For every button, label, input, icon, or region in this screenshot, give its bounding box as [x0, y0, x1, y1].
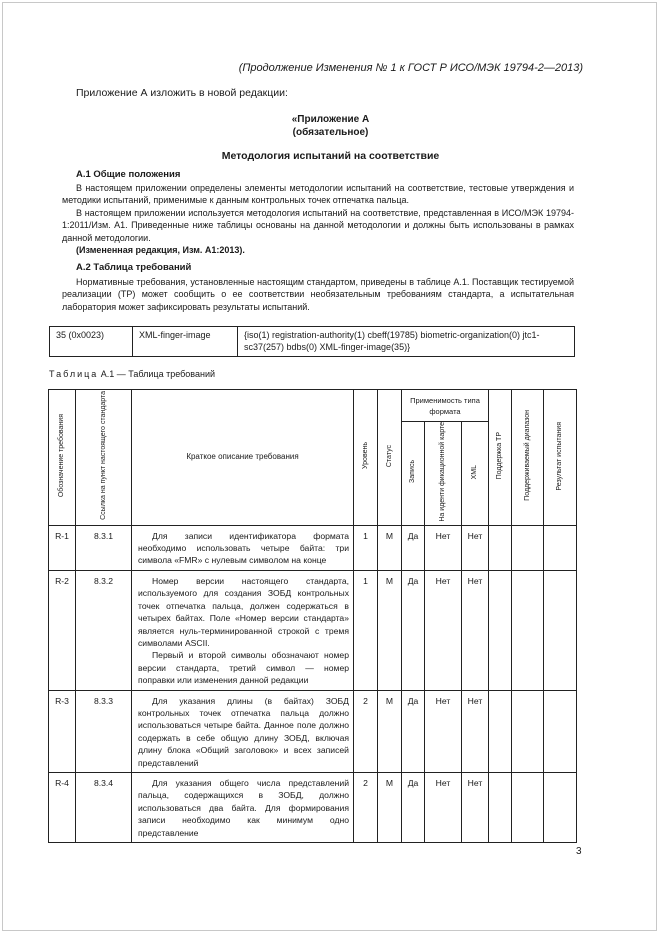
requirement-description	[132, 690, 354, 772]
header-cell: Применимость типа формата	[402, 390, 489, 422]
section-heading-2: А.2 Таблица требований	[76, 262, 192, 273]
cell-record: Да	[402, 525, 425, 570]
cell-ref: 8.3.1	[76, 525, 132, 570]
page-number: 3	[576, 846, 582, 857]
cell-card: Нет	[425, 525, 462, 570]
oid-name: XML-finger-image	[133, 327, 238, 357]
cell-card: Нет	[425, 570, 462, 690]
cell-level: 2	[354, 772, 378, 842]
section-heading-1: А.1 Общие положения	[76, 169, 181, 180]
header-cell: Поддержка ТР	[489, 390, 512, 526]
caption-text: А.1 — Таблица требований	[98, 369, 215, 379]
cell-supported	[489, 525, 512, 570]
cell-ref: 8.3.3	[76, 690, 132, 772]
description-paragraph: Первый и второй символы обозначают номер версии стандарта, третий символ — номер поправки или изменения данной редакции	[138, 650, 349, 686]
table-header	[49, 390, 577, 526]
cell-result	[544, 690, 577, 772]
cell-ref: 8.3.4	[76, 772, 132, 842]
cell-status: M	[378, 772, 402, 842]
cell-supported	[489, 570, 512, 690]
cell-supported	[489, 772, 512, 842]
cell-range	[512, 525, 544, 570]
header-cell: Ссылка на пункт настоящего стандарта	[76, 390, 132, 526]
requirement-description	[132, 772, 354, 842]
cell-record: Да	[402, 690, 425, 772]
cell-status: M	[378, 570, 402, 690]
annex-name: «Приложение А	[291, 114, 370, 125]
header-cell: Уровень	[354, 390, 378, 526]
requirement-description	[132, 570, 354, 690]
cell-level: 1	[354, 570, 378, 690]
header-cell: Обозначение требования	[49, 390, 76, 526]
cell-card: Нет	[425, 772, 462, 842]
cell-xml: Нет	[462, 525, 489, 570]
table-caption	[49, 369, 215, 379]
header-cell: Поддерживаемый диапазон	[512, 390, 544, 526]
header-cell: Статус	[378, 390, 402, 526]
object-identifier-table	[49, 326, 575, 357]
annex-status: (обязательное)	[292, 127, 369, 138]
cell-id: R-1	[49, 525, 76, 570]
paragraph: В настоящем приложении используется методология испытаний на соответствие, представленная в ИСО/МЭК 19794-1:2011/Изм. А1. Приведенные ниже таблицы основаны на данной методологии и должны быть использованы в рамках данной методологии.	[62, 207, 574, 243]
section-2-body	[62, 276, 574, 313]
cell-xml: Нет	[462, 570, 489, 690]
cell-id: R-2	[49, 570, 76, 690]
cell-level: 1	[354, 525, 378, 570]
section-1-body	[62, 182, 574, 256]
cell-status: M	[378, 690, 402, 772]
description-paragraph: Для указания длины (в байтах) ЗОБД контрольных точек отпечатка пальца должно использоваться четыре байта. Данное поле должно содержать в себе общую длину ЗОБД, включая длину блока «Общий заголовок» и всех записей представлений	[138, 695, 349, 768]
header-cell: На иденти фикационной карте	[425, 422, 462, 526]
oid-code: 35 (0x0023)	[50, 327, 133, 357]
header-cell: Результат испытания	[544, 390, 577, 526]
table-row	[49, 690, 577, 772]
paragraph: В настоящем приложении определены элементы методологии испытаний на соответствие, тестовые утверждения и методики испытаний, применимые к данным контрольных точек отпечатка пальца.	[62, 183, 574, 206]
cell-card: Нет	[425, 690, 462, 772]
running-head: (Продолжение Изменения № 1 к ГОСТ Р ИСО/МЭК 19794-2—2013)	[238, 62, 583, 74]
header-cell: Запись	[402, 422, 425, 526]
cell-range	[512, 690, 544, 772]
cell-result	[544, 570, 577, 690]
description-paragraph: Для указания общего числа представлений пальца, содержащихся в ЗОБД, должно использоваться два байта. Для формирования записи необходимо как минимум одно представление	[138, 777, 349, 838]
table-row	[49, 772, 577, 842]
table-row	[49, 570, 577, 690]
cell-ref: 8.3.2	[76, 570, 132, 690]
main-title: Методология испытаний на соответствие	[221, 150, 440, 162]
cell-range	[512, 570, 544, 690]
table-row	[49, 525, 577, 570]
cell-id: R-4	[49, 772, 76, 842]
paragraph: Нормативные требования, установленные настоящим стандартом, приведены в таблице А.1. Поставщик тестируемой реализации (ТР) может сообщить о ее соответствии необязательным требованиям стандарта, а испытательная лаборатория может зафиксировать результаты испытаний.	[62, 277, 574, 312]
oid-value: {iso(1) registration-authority(1) cbeff(19785) biometric-organization(0) jtc1-sc37(257) bdbs(0) XML-finger-image(35)}	[238, 327, 575, 357]
cell-level: 2	[354, 690, 378, 772]
cell-result	[544, 772, 577, 842]
cell-supported	[489, 690, 512, 772]
header-cell: Краткое описание требования	[132, 390, 354, 526]
caption-label: Таблица	[49, 369, 99, 379]
cell-status: M	[378, 525, 402, 570]
cell-range	[512, 772, 544, 842]
requirements-table	[48, 389, 577, 843]
cell-xml: Нет	[462, 690, 489, 772]
description-paragraph: Для записи идентификатора формата необходимо использовать четыре байта: три символа «FMR» с нулевым символом на конце	[138, 530, 349, 566]
cell-xml: Нет	[462, 772, 489, 842]
cell-record: Да	[402, 772, 425, 842]
cell-record: Да	[402, 570, 425, 690]
table-body	[49, 525, 577, 842]
header-cell: XML	[462, 422, 489, 526]
cell-id: R-3	[49, 690, 76, 772]
cell-result	[544, 525, 577, 570]
annex-title	[0, 113, 661, 139]
intro-text: Приложение А изложить в новой редакции:	[76, 87, 288, 99]
description-paragraph: Номер версии настоящего стандарта, используемого для создания ЗОБД контрольных точек отпечатка пальца, должен содержаться в четырех байтах. Поле «Номер версии стандарта» является нуль-терминированной строкой с тремя символами ASCII.	[138, 575, 349, 648]
paragraph-revision-note: (Измененная редакция, Изм. А1:2013).	[76, 245, 245, 256]
table-row	[50, 327, 575, 357]
requirement-description	[132, 525, 354, 570]
